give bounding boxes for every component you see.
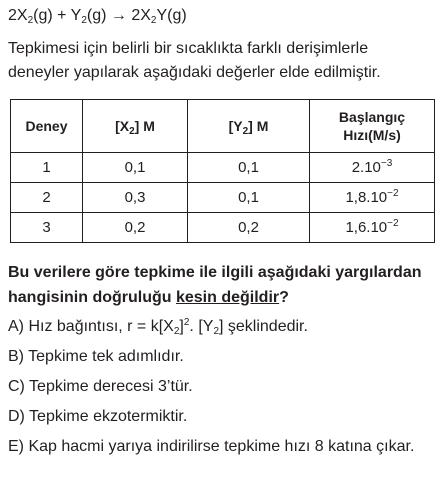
cell-deney: 1 — [11, 153, 83, 183]
option-e[interactable]: E) Kap hacmi yarıya indirilirse tepkime hızı 8 katına çıkar. — [8, 438, 415, 455]
cell-x: 0,1 — [83, 153, 188, 183]
question-text — [8, 260, 433, 310]
cell-y: 0,1 — [188, 183, 310, 213]
table-row — [11, 213, 435, 243]
table-row — [11, 183, 435, 213]
table-row — [11, 153, 435, 183]
reactant-x-subscript: 2 — [27, 15, 34, 26]
reactant-x: 2X — [8, 7, 28, 24]
cell-rate — [310, 153, 435, 183]
header-rate-line1: Başlangıç — [338, 109, 406, 125]
question-mark: ? — [279, 289, 289, 306]
option-d[interactable]: D) Tepkime ekzotermiktir. — [8, 408, 188, 425]
option-b[interactable]: B) Tepkime tek adımlıdır. — [8, 348, 184, 365]
product-subscript: 2 — [150, 15, 157, 26]
rate-exponent: −2 — [387, 188, 399, 199]
intro-text: Tepkimesi için belirli bir sıcaklıkta farklı derişimlerle deneyler yapılarak aşağıdaki değerler elde edilmiştir. — [8, 40, 381, 81]
experiment-table — [10, 99, 435, 243]
cell-deney: 2 — [11, 183, 83, 213]
cell-x: 0,2 — [83, 213, 188, 243]
cell-x: 0,3 — [83, 183, 188, 213]
reaction-equation — [8, 7, 187, 25]
reaction-arrow: → — [110, 7, 127, 24]
product-state: Y(g) — [156, 7, 187, 24]
header-x-open: [X — [115, 118, 130, 134]
option-a-prefix: A) Hız bağıntısı, r = k[X — [8, 318, 174, 335]
rate-exponent: −3 — [380, 158, 393, 169]
reactant-y-state: (g) — [86, 7, 107, 24]
rate-base: 2.10 — [351, 159, 381, 176]
cell-deney: 3 — [11, 213, 83, 243]
product-name: 2X — [131, 7, 151, 24]
header-y-close: ] M — [248, 118, 269, 134]
header-x-concentration — [83, 100, 188, 153]
header-x-sub: 2 — [129, 126, 135, 137]
option-a-mid: ] — [179, 318, 184, 335]
header-rate-line2: Hızı(M/s) — [343, 127, 401, 143]
reactant-x-state: (g) + Y — [33, 7, 82, 24]
header-y-sub: 2 — [242, 126, 249, 137]
cell-y: 0,2 — [188, 213, 310, 243]
rate-exponent: −2 — [387, 218, 399, 229]
reactant-y-subscript: 2 — [81, 15, 87, 26]
option-a-sub2: 2 — [213, 326, 219, 337]
table-header-row — [11, 100, 435, 153]
cell-y: 0,1 — [188, 153, 310, 183]
header-initial-rate — [310, 100, 435, 153]
header-y-concentration — [188, 100, 310, 153]
header-deney: Deney — [11, 100, 83, 153]
option-a-exponent: 2 — [183, 317, 190, 328]
header-y-open: [Y — [228, 118, 243, 134]
header-x-close: ] M — [134, 118, 155, 134]
option-c[interactable]: C) Tepkime derecesi 3’tür. — [8, 378, 193, 395]
question-emphasis: kesin değildir — [175, 289, 280, 306]
rate-base: 1,6.10 — [345, 219, 388, 236]
rate-base: 1,8.10 — [345, 189, 388, 206]
option-a-mid2: . [Y — [189, 318, 214, 335]
cell-rate — [310, 183, 435, 213]
cell-rate — [310, 213, 435, 243]
option-a-suffix: ] şeklindedir. — [219, 318, 308, 335]
option-a[interactable] — [8, 314, 433, 339]
option-a-sub1: 2 — [173, 326, 180, 337]
question-stem: Bu verilere göre tepkime ile ilgili aşağıdaki yargılardan hangisinin doğruluğu — [8, 264, 422, 306]
